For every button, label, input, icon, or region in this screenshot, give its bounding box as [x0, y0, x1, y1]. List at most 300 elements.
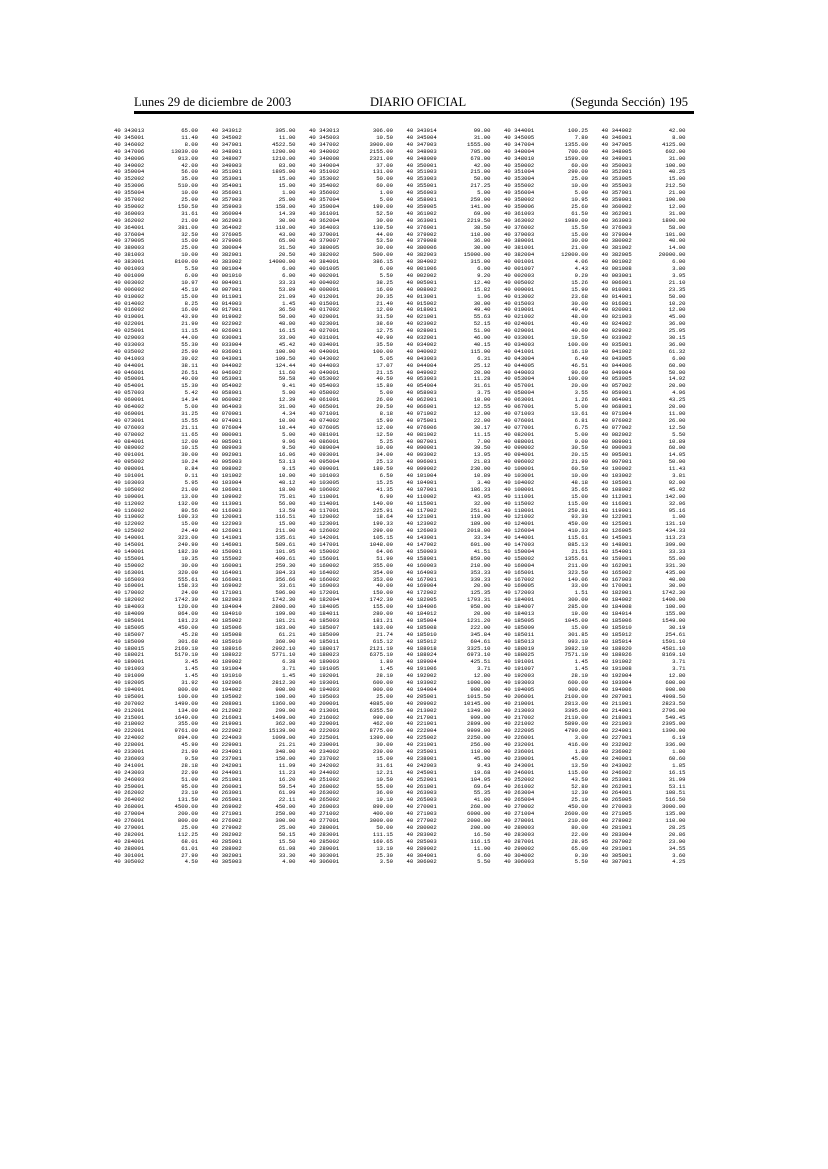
item-code: 40 108002 [601, 485, 632, 493]
item-price: 32.00 [473, 499, 491, 507]
item-price: 20.00 [668, 403, 686, 410]
item-price: 30.17 [473, 423, 491, 431]
item-price: 36.00 [376, 789, 393, 797]
item-code: 40 348010 [504, 154, 535, 162]
item-code: 40 361003 [504, 209, 535, 217]
item-code: 40 044001 [114, 361, 145, 369]
item-price: 41.51 [473, 547, 491, 555]
item-code: 40 125001 [601, 520, 632, 528]
item-price: 4500.00 [174, 803, 198, 811]
item-code: 40 218002 [114, 720, 145, 728]
item-price: 20.15 [571, 451, 588, 459]
item-price: 30.00 [473, 299, 491, 307]
item-price: 10.00 [278, 416, 296, 424]
item-code: 40 182004 [309, 596, 340, 604]
item-price: 11.15 [473, 430, 491, 438]
item-price: 9.96 [282, 437, 296, 445]
item-price: 19.59 [571, 334, 588, 341]
item-price: 299.00 [567, 168, 588, 176]
item-code: 40 095001 [601, 451, 632, 459]
item-code: 40 040001 [309, 347, 340, 355]
item-code: 40 116002 [114, 506, 145, 514]
item-code: 40 118001 [504, 506, 535, 514]
item-code: 40 101004 [406, 472, 437, 479]
item-price: 10.15 [181, 444, 198, 452]
item-code: 40 008001 [309, 285, 340, 293]
item-code: 40 058004 [504, 389, 535, 397]
item-code: 40 226001 [504, 734, 535, 742]
item-price: 45.90 [181, 741, 198, 749]
item-price: 50.00 [278, 313, 296, 321]
item-code: 40 347004 [504, 140, 535, 148]
item-price: 12.75 [376, 327, 393, 335]
item-price: 6.19 [672, 734, 686, 742]
item-price: 1.45 [574, 665, 588, 673]
item-price: 210.00 [567, 817, 588, 824]
item-code: 40 111001 [504, 492, 535, 500]
item-code: 40 349003 [211, 161, 242, 169]
item-price: 1555.00 [467, 140, 491, 148]
item-price: 100.00 [567, 340, 588, 348]
item-code: 40 191001 [504, 658, 535, 666]
item-price: 199.00 [275, 610, 296, 617]
item-code: 40 252001 [406, 775, 437, 783]
item-price: 15.25 [376, 478, 393, 486]
item-code: 40 383001 [114, 258, 145, 266]
item-code: 40 352001 [601, 168, 632, 176]
item-code: 40 345003 [309, 133, 340, 141]
item-price: 5.00 [574, 403, 588, 410]
item-price: 21.83 [473, 458, 491, 466]
item-code: 40 347002 [309, 140, 340, 148]
item-price: 183.00 [275, 623, 296, 631]
item-price: 60.50 [571, 465, 588, 473]
item-price: 181.23 [177, 616, 198, 624]
item-price: 42.00 [668, 127, 686, 134]
item-price: 61.98 [278, 844, 296, 852]
item-code: 40 069001 [114, 409, 145, 417]
item-price: 31.50 [376, 313, 393, 321]
item-code: 40 288001 [114, 844, 145, 852]
item-price: 23.10 [181, 789, 198, 797]
item-price: 75.81 [278, 492, 296, 500]
item-code: 40 213002 [406, 706, 437, 714]
item-code: 40 184006 [406, 603, 437, 611]
item-price: 12000.00 [561, 251, 588, 259]
item-code: 40 287001 [504, 837, 535, 845]
item-price: 8.18 [379, 409, 393, 417]
item-code: 40 376003 [601, 223, 632, 231]
item-code: 40 117001 [309, 506, 340, 514]
item-code: 40 044002 [211, 361, 242, 369]
item-price: 55.00 [668, 554, 686, 562]
item-code: 40 060002 [211, 396, 242, 404]
item-price: 280.00 [372, 610, 393, 617]
item-price: 600.00 [665, 679, 686, 686]
item-code: 40 357001 [601, 189, 632, 197]
item-price: 300.00 [567, 596, 588, 604]
item-code: 40 117002 [406, 506, 437, 514]
item-price: 10.50 [376, 133, 393, 141]
item-code: 40 146001 [211, 541, 242, 548]
item-code: 40 217002 [504, 713, 535, 721]
item-code: 40 277001 [309, 817, 340, 824]
item-price: 25.95 [668, 327, 686, 335]
item-code: 40 016001 [601, 299, 632, 307]
item-price: 11.99 [278, 761, 296, 769]
item-code: 40 043004 [504, 354, 535, 362]
item-code: 40 305002 [114, 858, 145, 866]
item-code: 40 265003 [406, 796, 437, 804]
item-code: 40 376001 [406, 223, 437, 231]
item-price: 355.00 [177, 720, 198, 728]
item-price: 555.61 [177, 575, 198, 583]
item-price: 32.50 [181, 230, 198, 238]
item-code: 40 246002 [601, 768, 632, 776]
item-code: 40 033004 [211, 340, 242, 348]
item-code: 40 270002 [504, 803, 535, 811]
item-code: 40 019002 [211, 313, 242, 321]
item-price: 604.61 [470, 637, 491, 645]
item-price: 345.84 [470, 630, 491, 638]
item-code: 40 194001 [114, 685, 145, 693]
item-code: 40 189001 [114, 658, 145, 666]
item-price: 3.00 [574, 734, 588, 742]
item-code: 40 065001 [309, 403, 340, 410]
item-code: 40 126002 [309, 527, 340, 535]
item-code: 40 363003 [601, 216, 632, 224]
item-price: 1.00 [672, 513, 686, 521]
item-price: 30.00 [376, 741, 393, 749]
item-price: 4799.00 [564, 727, 588, 735]
item-price: 2992.10 [272, 644, 296, 652]
item-price: 6355.50 [369, 706, 393, 714]
item-price: 37.00 [376, 161, 393, 169]
item-price: 1.51 [574, 589, 588, 597]
item-code: 40 054003 [309, 382, 340, 390]
item-code: 40 239001 [504, 754, 535, 762]
item-price: 31.25 [181, 409, 198, 417]
item-price: 3000.00 [662, 803, 686, 811]
item-code: 40 164003 [406, 568, 437, 576]
item-price: 249.90 [177, 541, 198, 548]
item-price: 510.00 [177, 182, 198, 190]
item-price: 22.90 [181, 768, 198, 776]
item-price: 381.00 [177, 223, 198, 231]
item-code: 40 105001 [601, 478, 632, 486]
item-price: 30.00 [571, 299, 588, 307]
item-code: 40 089002 [114, 444, 145, 452]
item-code: 40 104002 [504, 478, 535, 486]
item-code: 40 001008 [601, 265, 632, 272]
item-price: 6.81 [574, 416, 588, 424]
item-price: 25.60 [571, 202, 588, 210]
item-code: 40 253001 [601, 775, 632, 783]
item-price: 52.80 [571, 782, 588, 790]
item-code: 40 188022 [211, 651, 242, 659]
item-price: 109.33 [177, 513, 198, 521]
item-price: 7.00 [477, 437, 491, 445]
item-price: 50.00 [668, 368, 686, 376]
item-price: 68.01 [181, 837, 198, 845]
item-code: 40 126003 [406, 527, 437, 535]
item-price: 416.00 [567, 741, 588, 749]
item-price: 2110.00 [564, 713, 588, 721]
item-code: 40 094001 [504, 451, 535, 459]
item-price: 23.90 [668, 837, 686, 845]
item-price: 5.42 [184, 389, 198, 397]
item-price: 16.15 [278, 327, 296, 335]
item-code: 40 345004 [406, 133, 437, 141]
item-code: 40 023001 [309, 320, 340, 328]
item-code: 40 185013 [504, 637, 535, 645]
item-code: 40 194002 [211, 685, 242, 693]
item-price: 110.00 [470, 230, 491, 238]
item-price: 120.00 [177, 603, 198, 611]
item-price: 61.50 [571, 209, 588, 217]
item-price: 4.25 [672, 858, 686, 866]
item-price: 950.00 [470, 603, 491, 611]
item-price: 59.58 [278, 375, 296, 383]
item-price: 2121.10 [369, 644, 393, 652]
item-price: 10.97 [181, 278, 198, 286]
item-code: 40 150001 [211, 547, 242, 555]
item-code: 40 076003 [114, 423, 145, 431]
item-price: 109.50 [275, 354, 296, 362]
item-code: 40 271004 [504, 810, 535, 818]
item-price: 40.00 [668, 237, 686, 245]
item-code: 40 356002 [309, 189, 340, 197]
item-code: 40 185006 [601, 616, 632, 624]
item-price: 13.00 [181, 492, 198, 500]
item-price: 800.00 [177, 685, 198, 693]
item-code: 40 087001 [406, 437, 437, 445]
item-code: 40 054001 [114, 382, 145, 390]
item-code: 40 067001 [504, 403, 535, 410]
item-code: 40 184007 [504, 603, 535, 611]
item-price: 6000.00 [467, 810, 491, 818]
item-code: 40 246003 [114, 775, 145, 783]
item-code: 40 005001 [406, 278, 437, 286]
item-code: 40 242003 [406, 761, 437, 769]
item-price: 135.61 [275, 534, 296, 542]
item-code: 40 165003 [114, 575, 145, 583]
item-code: 40 077002 [601, 423, 632, 431]
item-price: 15.00 [278, 182, 296, 190]
item-code: 40 232002 [601, 741, 632, 749]
item-code: 40 359002 [114, 202, 145, 210]
item-price: 55.63 [473, 313, 491, 321]
item-code: 40 376005 [211, 230, 242, 238]
item-code: 40 001010 [211, 271, 242, 279]
item-price: 239.00 [372, 748, 393, 755]
item-price: 1045.00 [564, 616, 588, 624]
item-price: 28.18 [181, 761, 198, 769]
item-code: 40 379006 [211, 237, 242, 245]
item-code: 40 243003 [114, 768, 145, 776]
item-price: 1499.00 [272, 713, 296, 721]
item-price: 10.00 [278, 472, 296, 479]
item-price: 115.90 [470, 347, 491, 355]
item-price: 100.00 [275, 692, 296, 700]
item-code: 40 347003 [406, 140, 437, 148]
item-price: 20000.00 [658, 251, 686, 259]
item-code: 40 351002 [309, 168, 340, 176]
item-code: 40 185008 [406, 623, 437, 631]
item-code: 40 306001 [309, 858, 340, 866]
item-price: 23.68 [571, 292, 588, 300]
item-price: 1742.30 [662, 589, 686, 597]
item-price: 45.00 [473, 754, 491, 762]
item-code: 40 185009 [309, 630, 340, 638]
item-price: 132.00 [177, 499, 198, 507]
item-code: 40 357003 [211, 196, 242, 203]
item-price: 1200.00 [272, 147, 296, 155]
item-code: 40 029003 [114, 334, 145, 341]
item-code: 40 115001 [406, 499, 437, 507]
item-price: 27.90 [181, 851, 198, 859]
item-code: 40 280003 [504, 823, 535, 831]
item-code: 40 379007 [309, 237, 340, 245]
item-code: 40 347006 [114, 147, 145, 155]
item-price: 6.00 [379, 265, 393, 272]
item-price: 15.00 [181, 520, 198, 528]
item-price: 25.90 [181, 347, 198, 355]
item-price: 500.00 [372, 251, 393, 259]
item-price: 182.30 [177, 547, 198, 555]
item-price: 36.00 [668, 320, 686, 328]
item-code: 40 140001 [114, 534, 145, 542]
item-price: 1.45 [282, 672, 296, 680]
item-price: 5899.00 [564, 720, 588, 728]
item-price: 217.25 [470, 182, 491, 190]
item-code: 40 344002 [601, 127, 632, 134]
item-code: 40 053004 [504, 375, 535, 383]
item-price: 45.19 [181, 285, 198, 293]
item-code: 40 264002 [114, 796, 145, 804]
item-code: 40 122002 [114, 520, 145, 528]
item-price: 5.00 [574, 430, 588, 438]
item-price: 2800.00 [272, 603, 296, 611]
item-code: 40 224001 [601, 727, 632, 735]
item-price: 15.80 [376, 382, 393, 390]
item-code: 40 252002 [504, 775, 535, 783]
item-price: 48.12 [278, 478, 296, 486]
item-price: 30.00 [571, 237, 588, 245]
item-price: 51.00 [181, 775, 198, 783]
item-price: 3325.10 [467, 644, 491, 652]
item-price: 700.00 [567, 147, 588, 155]
item-price: 134.00 [177, 706, 198, 714]
item-code: 40 343012 [211, 127, 242, 134]
item-code: 40 384001 [309, 258, 340, 266]
item-code: 40 307001 [601, 858, 632, 866]
item-code: 40 188019 [504, 644, 535, 652]
item-price: 6.40 [574, 354, 588, 362]
item-price: 5.59 [379, 271, 393, 279]
item-code: 40 305003 [211, 858, 242, 866]
item-price: 1.80 [672, 748, 686, 755]
item-price: 13.50 [571, 761, 588, 769]
item-price: 7571.10 [564, 651, 588, 659]
item-code: 40 236001 [504, 748, 535, 755]
item-code: 40 023002 [406, 320, 437, 328]
item-code: 40 098001 [114, 465, 145, 473]
item-price: 21.00 [668, 189, 686, 197]
item-code: 40 184002 [601, 596, 632, 604]
item-code: 40 241001 [114, 761, 145, 769]
item-code: 40 304002 [504, 851, 535, 859]
item-price: 1210.00 [272, 154, 296, 162]
item-code: 40 353006 [114, 182, 145, 190]
item-code: 40 158002 [504, 554, 535, 562]
item-price: 12.30 [571, 789, 588, 797]
item-price: 11.15 [181, 327, 198, 335]
item-price: 6.38 [282, 658, 296, 666]
item-price: 450.00 [177, 623, 198, 631]
item-code: 40 049004 [601, 368, 632, 376]
item-code: 40 185011 [309, 637, 340, 645]
item-price: 3.81 [672, 472, 686, 479]
item-code: 40 379008 [406, 237, 437, 245]
item-price: 12.00 [376, 423, 393, 431]
item-price: 913.00 [177, 154, 198, 162]
item-code: 40 126005 [601, 527, 632, 535]
item-price: 900.00 [275, 685, 296, 693]
item-code: 40 106001 [211, 485, 242, 493]
item-price: 22.00 [571, 830, 588, 838]
item-code: 40 076004 [211, 423, 242, 431]
item-code: 40 169005 [504, 582, 535, 590]
item-price: 12.00 [376, 306, 393, 314]
item-price: 9.20 [574, 271, 588, 279]
item-price: 900.00 [665, 685, 686, 693]
item-price: 1980.00 [564, 216, 588, 224]
item-code: 40 010002 [114, 292, 145, 300]
item-code: 40 034001 [309, 340, 340, 348]
item-price: 425.51 [470, 658, 491, 666]
item-code: 40 076001 [504, 416, 535, 424]
item-code: 40 276002 [211, 817, 242, 824]
item-price: 104.95 [470, 775, 491, 783]
item-code: 40 215001 [114, 713, 145, 721]
item-code: 40 093001 [309, 451, 340, 459]
item-code: 40 221003 [601, 720, 632, 728]
item-code: 40 003002 [114, 278, 145, 286]
item-price: 678.00 [470, 154, 491, 162]
item-code: 40 346002 [114, 140, 145, 148]
item-code: 40 184013 [504, 610, 535, 617]
item-price: 30.00 [668, 582, 686, 590]
item-code: 40 263001 [211, 789, 242, 797]
item-code: 40 001006 [406, 265, 437, 272]
item-price: 35.50 [376, 340, 393, 348]
item-code: 40 043005 [601, 354, 632, 362]
item-price: 8.84 [184, 465, 198, 473]
item-code: 40 163001 [114, 568, 145, 576]
item-code: 40 044005 [504, 361, 535, 369]
item-code: 40 015003 [504, 299, 535, 307]
item-price: 11.00 [278, 133, 296, 141]
item-code: 40 049003 [504, 368, 535, 376]
item-price: 1390.00 [662, 727, 686, 735]
item-code: 40 084001 [114, 437, 145, 445]
item-price: 83.00 [278, 161, 296, 169]
item-price: 1.26 [574, 396, 588, 404]
item-price: 16.20 [278, 775, 296, 783]
item-code: 40 216002 [309, 713, 340, 721]
item-code: 40 064003 [211, 403, 242, 410]
